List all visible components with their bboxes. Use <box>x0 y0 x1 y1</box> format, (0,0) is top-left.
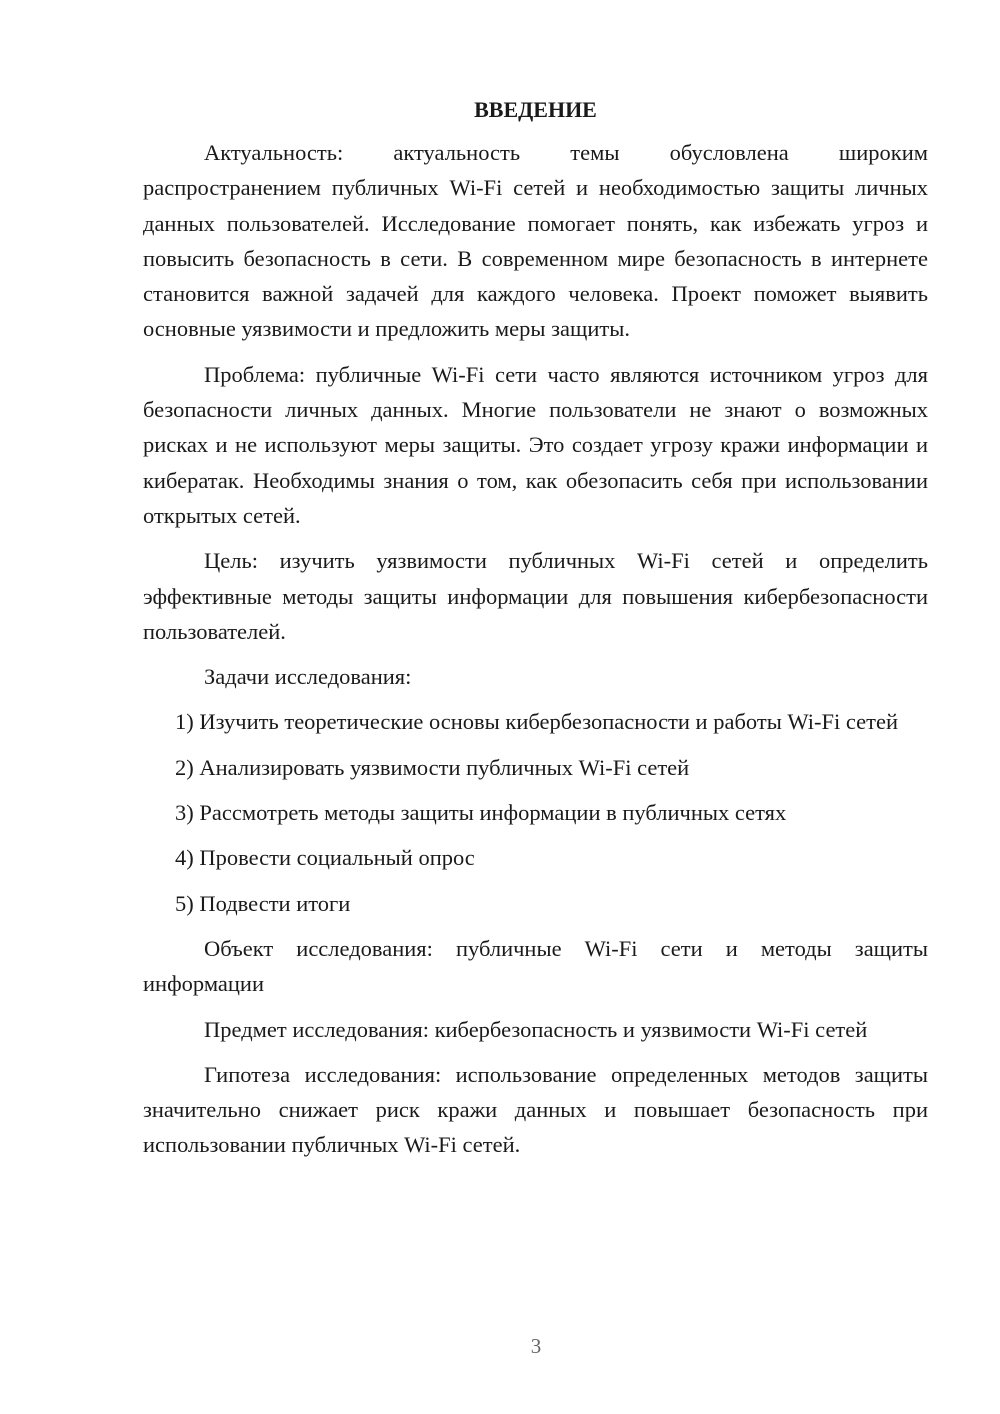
task-item-1: 1) Изучить теоретические основы кибербезопасности и работы Wi-Fi сетей <box>175 709 899 735</box>
section-title: ВВЕДЕНИЕ <box>474 97 597 122</box>
task-item-4: 4) Провести социальный опрос <box>175 845 475 871</box>
document-body <box>143 92 928 1173</box>
hypothesis-paragraph: Гипотеза исследования: использование определенных методов защиты значительно снижает риск кражи данных и повышает безопасность при использовании публичных Wi-Fi сетей. <box>143 1061 928 1158</box>
page-number: 3 <box>530 1334 542 1358</box>
task-item-3: 3) Рассмотреть методы защиты информации в публичных сетях <box>175 800 787 826</box>
tasks-heading: Задачи исследования: <box>204 664 412 690</box>
goal-paragraph: Цель: изучить уязвимости публичных Wi-Fi сетей и определить эффективные методы защиты информации для повышения кибербезопасности пользователей. <box>143 548 928 644</box>
subject-paragraph: Предмет исследования: кибербезопасность и уязвимости Wi-Fi сетей <box>204 1016 868 1042</box>
problem-paragraph: Проблема: публичные Wi-Fi сети часто являются источником угроз для безопасности личных данных. Многие пользователи не знают о возможных рисках и не используют меры защиты. Это создает угрозу кражи информации и кибератак. Необходимы знания о том, как обезопасить себя при использовании открытых сетей. <box>143 361 928 528</box>
task-item-5: 5) Подвести итоги <box>175 890 351 916</box>
relevance-paragraph: Актуальность: актуальность темы обусловлена широким распространением публичных Wi-Fi сетей и необходимостью защиты личных данных пользователей. Исследование помогает понять, как избежать угроз и повысить безопасность в сети. В современном мире безопасность в интернете становится важной задачей для каждого человека. Проект поможет выявить основные уязвимости и предложить меры защиты. <box>143 140 928 342</box>
object-paragraph: Объект исследования: публичные Wi-Fi сети и методы защиты информации <box>143 935 928 997</box>
task-item-2: 2) Анализировать уязвимости публичных Wi-Fi сетей <box>175 754 690 780</box>
